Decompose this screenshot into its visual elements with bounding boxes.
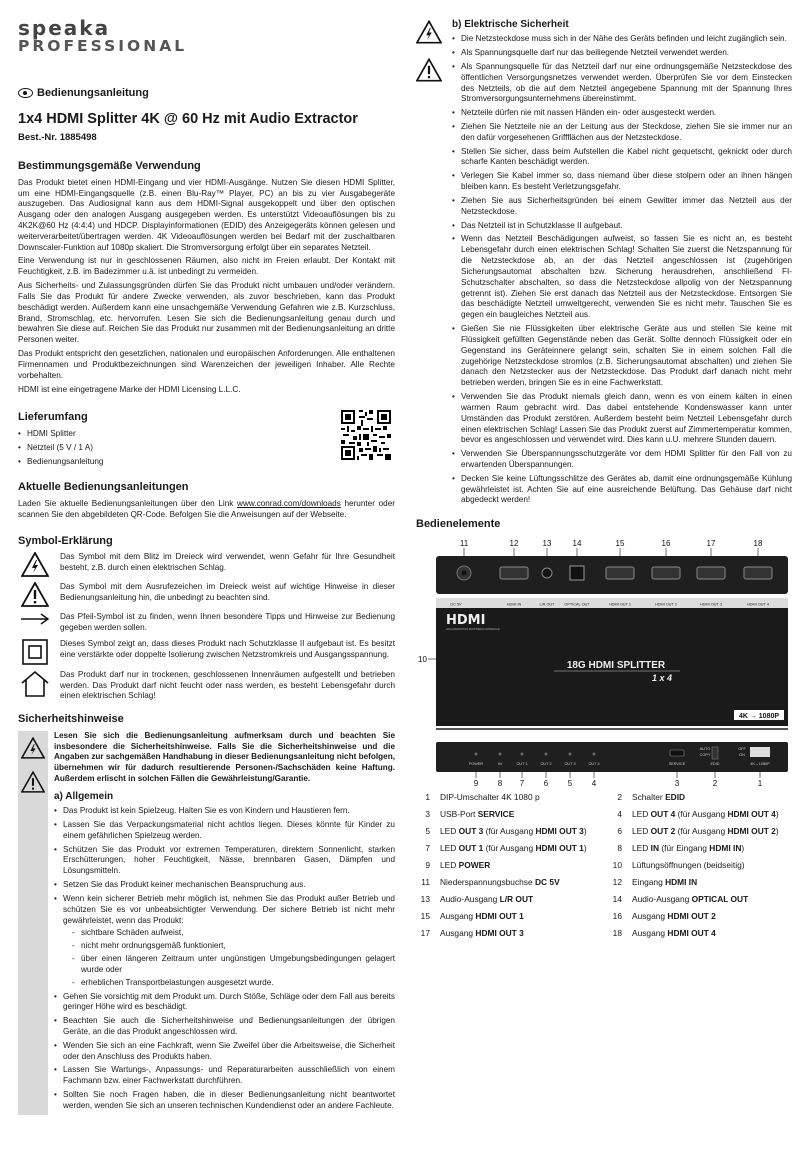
safety-block	[18, 731, 395, 1115]
port-label: OPTICAL OUT	[564, 602, 590, 607]
part-number: 2	[617, 791, 622, 802]
paragraph: Eine Verwendung ist nur in geschlossenen Räumen, also nicht im Freien erlaubt. Der Kontakt mit Feuchtigkeit, z.B. im Badezimmer u.ä. ist unbedingt zu vermeiden.	[18, 256, 395, 277]
splitter-name: 18G HDMI SPLITTER	[566, 659, 666, 671]
indoor-house-icon	[20, 670, 50, 698]
callout-14: 14	[572, 538, 582, 548]
brand-sub: PROFESSIONAL	[18, 37, 188, 55]
electrical-safety-block	[416, 18, 792, 509]
lightning-warning-icon	[21, 552, 49, 577]
front-label: 4K→1080P	[750, 761, 770, 766]
section-title-symbole: Symbol-Erklärung	[18, 534, 113, 547]
front-label: COPY	[699, 752, 711, 757]
callout-5: 5	[567, 778, 573, 788]
part-text-segment: HDMI OUT 4	[667, 928, 716, 939]
part-text-segment: SERVICE	[477, 808, 515, 819]
paragraph: Aus Sicherheits- und Zulassungsgründen dürfen Sie das Produkt nicht umbauen und/oder verändern. Falls Sie das Produkt für andere Zwecke verwenden, als zuvor beschrieben, kann das Produkt beschädigt werden. Außerdem kann eine unsachgemäße Verwendung Gefahren wie z.B. Kurzschluss, Brand, Stromschlag, etc. hervorrufen. Lesen Sie sich die Bedienungsanleitung genau durch und bewahren Sie diese auf. Reichen Sie das Produkt nur zusammen mit der Bedienungsanleitung an dritte Personen weiter.	[18, 281, 395, 345]
part-number: 14	[612, 894, 622, 905]
part-text-segment: OUT 4	[650, 808, 676, 819]
part-text-segment: Niederspannungsbuchse	[440, 877, 535, 888]
symbol-item	[18, 582, 395, 607]
part-text-segment: LED	[440, 842, 459, 853]
part-text-segment: OUT 3	[458, 825, 484, 836]
lieferumfang-list	[18, 429, 395, 467]
list-item: • Als Spannungsquelle für das Netzteil darf nur eine ordnungsgemäße Netzsteckdose des öffentlichen Versorgungsnetzes verwendet werden. Überprüfen Sie vor dem Einstecken des Netzteils, ob die auf dem Netzteil angegebene Spannung mit der Spannung Ihres Stromversorgungsunternehmens übereinstimmt.	[452, 62, 792, 105]
list-item: • Das Netzteil ist in Schutzklasse II aufgebaut.	[452, 221, 792, 232]
protection-class-2-icon	[22, 639, 48, 665]
callout-10: 10	[418, 654, 427, 664]
right-column	[416, 18, 792, 940]
part-text-segment: DIP-Umschalter 4K 1080 p	[440, 791, 540, 802]
downloads-link[interactable]: www.conrad.com/downloads	[237, 498, 341, 508]
callout-7: 7	[519, 778, 525, 788]
aktuelle-text	[18, 499, 395, 521]
symbol-item	[18, 670, 395, 702]
part-text-segment: L/R OUT	[499, 894, 534, 905]
splitter-sub: 1 x 4	[651, 672, 673, 683]
part-text-segment: (für Ausgang	[675, 808, 728, 819]
part-number: 10	[612, 860, 622, 871]
part-text-segment: LED	[632, 842, 651, 853]
lightning-warning-icon	[21, 737, 45, 759]
part-item	[416, 860, 600, 871]
qr-code[interactable]	[341, 410, 391, 460]
list-item: • Verlegen Sie Kabel immer so, dass niemand über diese stolpern oder an ihnen hängen bleiben kann. Es besteht Verletzungsgefahr.	[452, 171, 792, 193]
list-item: • Wenden Sie sich an eine Fachkraft, wenn Sie Zweifel über die Arbeitsweise, die Sicherheit oder den Anschluss des Produkts haben.	[54, 1041, 395, 1063]
part-item	[608, 843, 792, 854]
manual-label	[18, 86, 395, 101]
part-number: 5	[425, 825, 430, 836]
symbol-text: Das Produkt darf nur in trockenen, geschlossenen Innenräumen aufgestellt und betrieben werden. Das Produkt darf nicht feucht oder nass werden, es besteht Lebensgefahr durch einen elektrischen Schlag!	[60, 669, 395, 701]
part-text-segment: LED	[440, 825, 459, 836]
safety-intro: Lesen Sie sich die Bedienungsanleitung aufmerksam durch und beachten Sie insbesondere die Sicherheitshinweise. Falls Sie die Sicherheitshinweise und die Angaben zur sachgemäßen Handhabung in dieser Bedienungsanleitung nicht befolgen, übernehmen wir für dadurch resultierende Personen-/Sachschäden keine Haftung. Außerdem erlischt in solchen Fällen die Gewährleistung/Garantie.	[54, 730, 395, 784]
list-item: • Sollten Sie noch Fragen haben, die in dieser Bedienungsanleitung nicht beantwortet werden, wenden Sie sich an unseren technischen Kundendienst oder an andere Fachleute.	[54, 1090, 395, 1112]
part-description	[440, 826, 587, 837]
part-description	[632, 877, 697, 888]
list-item: • Schützen Sie das Produkt vor extremen Temperaturen, direktem Sonnenlicht, starken Erschütterungen, hoher Feuchtigkeit, Nässe, brennbaren Gasen, Dämpfen und Lösungsmitteln.	[54, 845, 395, 877]
part-text-segment: Schalter	[632, 791, 666, 802]
part-text-segment: POWER	[458, 860, 491, 871]
part-item	[416, 894, 600, 905]
part-text-segment: )	[741, 842, 745, 853]
hdmi-logo: HDMI	[446, 612, 486, 628]
part-text-segment: (für Ausgang	[483, 842, 536, 853]
callout-9: 9	[473, 778, 479, 788]
arrow-right-icon	[20, 612, 50, 626]
part-text-segment: HDMI OUT 2	[727, 825, 776, 836]
part-item	[416, 843, 600, 854]
part-item	[608, 911, 792, 922]
aktuelle-text-before: Laden Sie aktuelle Bedienungsanleitungen über den Link	[18, 498, 238, 508]
part-text-segment: Eingang	[632, 877, 666, 888]
safety-content	[54, 731, 395, 1115]
part-text-segment: LED	[632, 825, 651, 836]
part-text-segment: EDID	[665, 791, 686, 802]
part-number: 13	[420, 894, 430, 905]
list-item: • Stellen Sie sicher, dass beim Aufstellen die Kabel nicht gequetscht, geknickt oder durch scharfe Kanten beschädigt werden.	[452, 147, 792, 169]
sub-list-item: - sichtbare Schäden aufweist,	[72, 928, 395, 939]
header	[18, 18, 395, 60]
callout-6: 6	[543, 778, 549, 788]
electrical-content	[452, 18, 792, 509]
part-description	[440, 792, 540, 803]
part-description	[632, 792, 685, 803]
list-item: • Setzen Sie das Produkt keiner mechanischen Beanspruchung aus.	[54, 880, 395, 891]
list-item	[54, 894, 395, 989]
part-text-segment: OUT 1	[458, 842, 484, 853]
manual-label-text: Bedienungsanleitung	[37, 87, 149, 99]
order-number: Best.-Nr. 1885498	[18, 131, 97, 143]
sub-list	[63, 928, 395, 988]
list-item: • HDMI Splitter	[18, 429, 395, 440]
section-title-sicherheit: Sicherheitshinweise	[18, 713, 124, 726]
callout-2: 2	[712, 778, 718, 788]
front-label: POWER	[468, 761, 484, 766]
front-label: EDID	[710, 761, 720, 766]
sub-list-item: - über einen längeren Zeitraum unter ungünstigen Umgebungsbedingungen gelagert wurde oder	[72, 954, 395, 976]
part-item	[416, 877, 600, 888]
list-item: • Gießen Sie nie Flüssigkeiten über elektrische Geräte aus und stellen Sie keine mit Flüssigkeit gefüllten Gegenstände neben das Gerät. Sollte dennoch Flüssigkeit oder ein Gegenstand ins Geräteinnere gelangt sein, schalten Sie in einem solchen Fall die zugehörige Netzsteckdose stromlos (z.B. Sicherungsautomat abschalten) und ziehen Sie danach den Netzstecker aus der Netzsteckdose. Das Produkt darf danach nicht mehr betrieben werden, bringen Sie es in eine Fachwerkstatt.	[452, 324, 792, 389]
port-label: HDMI OUT 3	[700, 602, 722, 607]
section-title-bestimmung: Bestimmungsgemäße Verwendung	[18, 160, 201, 173]
hdmi-tagline: HIGH-DEFINITION MULTIMEDIA INTERFACE	[446, 627, 500, 631]
part-text-segment: (für Ausgang	[675, 825, 728, 836]
part-text-segment: Ausgang	[440, 911, 476, 922]
part-item	[608, 894, 792, 905]
callout-3: 3	[674, 778, 680, 788]
list-item: • Ziehen Sie aus Sicherheitsgründen bei einem Gewitter immer das Netzteil aus der Netzsteckdose.	[452, 196, 792, 218]
part-description	[440, 877, 560, 888]
part-number: 17	[420, 928, 430, 939]
part-description	[632, 860, 745, 871]
part-description	[440, 843, 587, 854]
callout-8: 8	[497, 778, 503, 788]
aktuelle-text-after: herunter oder scannen Sie den abgebildeten QR-Code. Befolgen Sie die Anweisungen auf der Webseite.	[18, 498, 395, 519]
part-item	[608, 860, 792, 871]
part-item	[416, 826, 600, 837]
front-label: OUT 1	[516, 761, 528, 766]
downscale-badge: 4K → 1080P	[738, 712, 780, 720]
port-label: DC 5V	[450, 602, 462, 607]
front-label: SERVICE	[668, 761, 686, 766]
symbol-item	[18, 552, 395, 577]
callout-16: 16	[661, 538, 671, 548]
part-text-segment: HDMI IN	[665, 877, 698, 888]
part-description	[440, 928, 524, 939]
elektrisch-list	[452, 34, 792, 506]
part-text-segment: OPTICAL OUT	[691, 894, 749, 905]
section-title-bedienelemente: Bedienelemente	[416, 518, 501, 531]
part-number: 12	[612, 877, 622, 888]
section-title-lieferumfang: Lieferumfang	[18, 411, 88, 424]
brand-logo	[18, 18, 187, 55]
list-item: • Beachten Sie auch die Sicherheitshinweise und Bedienungsanleitungen der übrigen Geräte, an die das Produkt angeschlossen wird.	[54, 1016, 395, 1038]
lightning-warning-icon	[416, 20, 442, 44]
list-item: • Gehen Sie vorsichtig mit dem Produkt um. Durch Stöße, Schläge oder dem Fall aus bereits geringer Höhe wird es beschädigt.	[54, 992, 395, 1014]
symbol-list	[18, 552, 395, 702]
section-title-aktuelle: Aktuelle Bedienungsanleitungen	[18, 481, 189, 494]
port-label: HDMI OUT 2	[655, 602, 677, 607]
list-item: • Wenn das Netzteil Beschädigungen aufweist, so fassen Sie es nicht an, es besteht Lebensgefahr durch einen elektrischen Schlag! Schalten Sie zuerst die Netzspannung für die Netzsteckdose ab, an der das Netzteil angeschlossen ist (zugehörigen Sicherungsautomat abschalten bzw. Sicherung herausdrehen, anschließend FI-Schutzschalter abschalten, so dass die Netzsteckdose allpolig von der Netzspannung getrennt ist). Ziehen Sie erst danach das Netzteil aus der Netzsteckdose. Entsorgen Sie das beschädigte Netzteil umweltgerecht, verwenden Sie es nicht mehr. Tauschen Sie es gegen ein baugleiches Netzteil aus.	[452, 234, 792, 321]
part-item	[416, 911, 600, 922]
paragraph: HDMI ist eine eingetragene Marke der HDMI Licensing L.L.C.	[18, 384, 241, 394]
bestimmung-body	[18, 178, 395, 396]
parts-legend	[416, 792, 792, 940]
part-text-segment: LED	[632, 808, 651, 819]
front-label: OFF	[738, 746, 746, 751]
part-number: 16	[612, 911, 622, 922]
part-text-segment: DC 5V	[534, 877, 560, 888]
port-label: HDMI IN	[506, 602, 522, 607]
list-item: • Verwenden Sie Überspannungsschutzgeräte vor dem HDMI Splitter für den Fall von zu erwartenden Überspannungen.	[452, 449, 792, 471]
device-diagram	[416, 538, 792, 752]
callout-11: 11	[459, 538, 469, 548]
part-item	[608, 877, 792, 888]
part-description	[632, 826, 779, 837]
part-item	[416, 928, 600, 939]
front-label: IN	[498, 761, 502, 766]
part-text-segment: HDMI OUT 3	[475, 928, 524, 939]
electrical-icon-column	[416, 18, 446, 509]
list-item: • Als Spannungsquelle darf nur das beiliegende Netzteil verwendet werden.	[452, 48, 792, 59]
list-item-text: Wenn kein sicherer Betrieb mehr möglich ist, nehmen Sie das Produkt außer Betrieb und schützen Sie es vor unbeabsichtigter Verwendung. Der sichere Betrieb ist nicht mehr gewährleistet, wenn das Produkt:	[63, 893, 395, 925]
part-text-segment: (für Eingang	[659, 842, 710, 853]
part-description	[440, 894, 533, 905]
part-text-segment: HDMI OUT 1	[475, 911, 524, 922]
part-description	[440, 911, 524, 922]
callout-15: 15	[615, 538, 625, 548]
part-text-segment: Ausgang	[632, 911, 668, 922]
part-text-segment: Ausgang	[440, 928, 476, 939]
list-item: • Verwenden Sie das Produkt niemals gleich dann, wenn es von einem kalten in einen warmen Raum gebracht wird. Das dabei entstehende Kondenswasser kann unter Umständen das Produkt zerstören. Außerdem besteht beim Netzteil Lebensgefahr durch einen elektrischen Schlag! Lassen Sie das Produkt zuerst auf Zimmertemperatur kommen, bevor es angeschlossen und verwendet wird. Dies kann u.U. mehrere Stunden dauern.	[452, 392, 792, 446]
part-text-segment: )	[775, 808, 779, 819]
part-text-segment: Audio-Ausgang	[632, 894, 692, 905]
part-item	[608, 809, 792, 820]
list-item: • Die Netzsteckdose muss sich in der Nähe des Geräts befinden und leicht zugänglich sein.	[452, 34, 792, 45]
part-number: 8	[617, 842, 622, 853]
callout-1: 1	[757, 778, 763, 788]
paragraph: Das Produkt entspricht den gesetzlichen, nationalen und europäischen Anforderungen. Alle enthaltenen Firmennamen und Produktbezeichnungen sind Warenzeichen der jeweiligen Inhaber. Alle Rechte vorbehalten.	[18, 349, 395, 380]
part-item	[608, 826, 792, 837]
callout-17: 17	[706, 538, 716, 548]
part-text-segment: Lüftungsöffnungen (beidseitig)	[632, 860, 745, 871]
symbol-text: Das Symbol mit dem Blitz im Dreieck wird verwendet, wenn Gefahr für Ihre Gesundheit besteht, z.B. durch einen elektrischen Schlag.	[60, 552, 395, 572]
callout-12: 12	[509, 538, 519, 548]
part-text-segment: HDMI OUT 1	[535, 842, 584, 853]
part-description	[632, 911, 716, 922]
front-label: OUT 2	[540, 761, 552, 766]
sub-list-item: - erheblichen Transportbelastungen ausgesetzt wurde.	[72, 978, 395, 989]
part-item	[416, 792, 600, 803]
part-text-segment: )	[775, 825, 779, 836]
part-number: 9	[425, 860, 430, 871]
part-number: 6	[617, 825, 622, 836]
part-text-segment: LED	[440, 860, 459, 871]
exclamation-warning-icon	[21, 582, 49, 607]
exclamation-warning-icon	[21, 771, 45, 793]
part-number: 4	[617, 808, 622, 819]
callout-18: 18	[753, 538, 763, 548]
symbol-item	[18, 612, 395, 634]
exclamation-warning-icon	[416, 58, 442, 82]
brand-name: speaka	[18, 16, 111, 40]
paragraph: Das Produkt bietet einen HDMI-Eingang und vier HDMI-Ausgänge. Nutzen Sie diesen HDMI Splitter, um eine HDMI-Eingangsquelle (z.B. einen Blu-Ray™ Player, PC) an bis zu vier Ausgabegeräte auszugeben. Das Audiosignal kann aus dem HDMI-Signal ausgekoppelt und über den optischen Ausgang oder den analogen Ausgang ausgegeben werden. Es unterstützt Videoauflösungen bis zu 4K2K@60 Hz (4:4:4) und HDCP. Displayinformationen (EDID) des Anzeigegeräts können gelesen und weiterverarbeitet/übertragen werden. 4K Videoauflösungen werden bei Bedarf mit der zuschaltbaren Downscaler-Funktion auf 1080p skaliert. Die Stromversorgung erfolgt über ein separates Netzteil.	[18, 177, 395, 252]
subsection-title-elektrisch: b) Elektrische Sicherheit	[452, 19, 569, 30]
lieferumfang-section	[18, 410, 395, 467]
part-description	[632, 809, 779, 820]
part-text-segment: )	[583, 842, 587, 853]
list-item: • Das Produkt ist kein Spielzeug. Halten Sie es von Kindern und Haustieren fern.	[54, 806, 395, 817]
part-description	[632, 894, 748, 905]
eye-icon	[18, 88, 33, 98]
part-text-segment: HDMI OUT 4	[727, 808, 776, 819]
part-text-segment: HDMI OUT 2	[667, 911, 716, 922]
port-label: L/R OUT	[539, 602, 555, 607]
list-item: • Decken Sie keine Lüftungsschlitze des Gerätes ab, damit eine ordnungsgemäße Kühlung gewährleistet ist. Achten Sie auf eine ausreichende Belüftung. Das Gehäuse darf nicht abgedeckt werden!	[452, 474, 792, 506]
product-title: 1x4 HDMI Splitter 4K @ 60 Hz mit Audio Extractor	[18, 110, 358, 127]
symbol-text: Dieses Symbol zeigt an, dass dieses Produkt nach Schutzklasse II aufgebaut ist. Es besitzt eine verstärkte oder doppelte Isolierung zwischen Netzstromkreis und Ausgangsspannung.	[60, 638, 395, 659]
sub-list-item: - nicht mehr ordnungsgemäß funktioniert,	[72, 941, 395, 952]
part-number: 7	[425, 842, 430, 853]
part-number: 11	[421, 877, 430, 888]
part-text-segment: Audio-Ausgang	[440, 894, 500, 905]
list-item: • Netzteile dürfen nie mit nassen Händen ein- oder ausgesteckt werden.	[452, 108, 792, 119]
allgemein-list	[54, 806, 395, 1112]
part-text-segment: OUT 2	[650, 825, 676, 836]
part-item	[608, 792, 792, 803]
front-label: AUTO	[699, 746, 711, 751]
part-number: 15	[420, 911, 430, 922]
part-number: 18	[612, 928, 622, 939]
part-item	[608, 928, 792, 939]
part-description	[440, 809, 514, 820]
part-text-segment: Ausgang	[632, 928, 668, 939]
part-number: 3	[425, 808, 430, 819]
symbol-text: Das Pfeil-Symbol ist zu finden, wenn Ihnen besondere Tipps und Hinweise zur Bedienung gegeben werden sollen.	[60, 612, 395, 632]
callout-13: 13	[542, 538, 552, 548]
left-column	[18, 18, 395, 1115]
list-item: • Lassen Sie das Verpackungsmaterial nicht achtlos liegen. Dieses könnte für Kinder zu einem gefährlichen Spielzeug werden.	[54, 820, 395, 842]
port-label: HDMI OUT 4	[747, 602, 769, 607]
part-item	[416, 809, 600, 820]
front-label: OUT 3	[564, 761, 576, 766]
port-label: HDMI OUT 1	[609, 602, 631, 607]
symbol-text: Das Symbol mit dem Ausrufezeichen im Dreieck weist auf wichtige Hinweise in dieser Bedienungsanleitung hin, die unbedingt zu beachten sind.	[60, 582, 395, 602]
front-label: ON	[739, 752, 745, 757]
part-text-segment: USB-Port	[440, 808, 478, 819]
list-item: • Lassen Sie Wartungs-, Anpassungs- und Reparaturarbeiten ausschließlich von einem Fachmann bzw. einer Fachwerkstatt durchführen.	[54, 1065, 395, 1087]
callout-4: 4	[591, 778, 597, 788]
safety-icon-column	[18, 731, 48, 1115]
list-item: • Bedienungsanleitung	[18, 457, 395, 468]
list-item: • Netzteil (5 V / 1 A)	[18, 443, 395, 454]
part-description	[632, 843, 744, 854]
part-description	[632, 928, 716, 939]
list-item: • Ziehen Sie Netzteile nie an der Leitung aus der Steckdose, ziehen Sie sie immer nur an den dafür vorgesehenen Griffflächen aus der Netzsteckdose.	[452, 122, 792, 144]
part-number: 1	[425, 791, 430, 802]
symbol-item	[18, 639, 395, 665]
part-description	[440, 860, 490, 871]
part-text-segment: (für Ausgang	[483, 825, 536, 836]
subsection-title-allgemein: a) Allgemein	[54, 790, 114, 802]
part-text-segment: IN	[650, 842, 659, 853]
part-text-segment: HDMI OUT 3	[535, 825, 584, 836]
part-text-segment: HDMI IN	[709, 842, 742, 853]
front-label: OUT 4	[588, 761, 600, 766]
part-text-segment: )	[583, 825, 587, 836]
